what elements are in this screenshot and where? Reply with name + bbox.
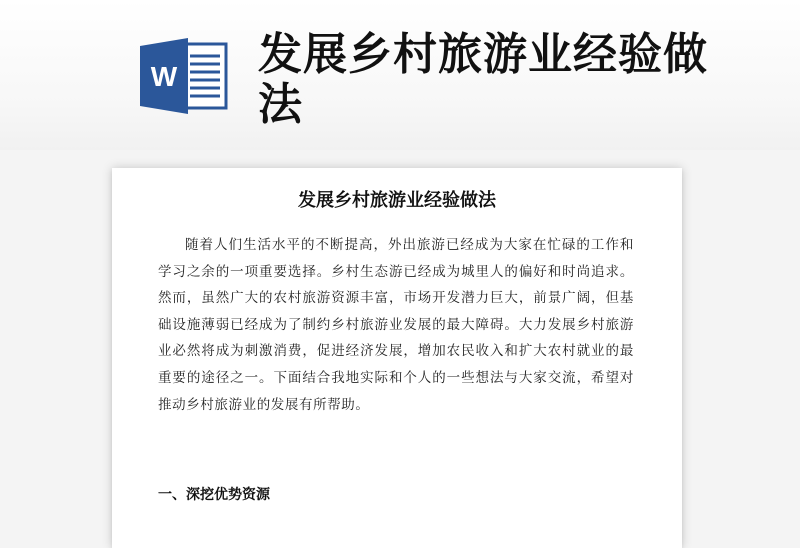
document-paragraph: 随着人们生活水平的不断提高，外出旅游已经成为大家在忙碌的工作和学习之余的一项重要选择。乡村生态游已经成为城里人的偏好和时尚追求。然而，虽然广大的农村旅游资源丰富，市场开发潜力巨大，前景广阔，但基础设施薄弱已经成为了制约乡村旅游业发展的最大障碍。大力发展乡村旅游业必然将成为刺激消费，促进经济发展，增加农民收入和扩大农村就业的最重要的途径之一。下面结合我地实际和个人的一些想法与大家交流，希望对推动乡村旅游业的发展有所帮助。 bbox=[158, 237, 634, 413]
page-title: 发展乡村旅游业经验做法 bbox=[258, 29, 708, 130]
word-icon bbox=[140, 38, 230, 114]
svg-text:W: W bbox=[150, 61, 178, 92]
document-title: 发展乡村旅游业经验做法 bbox=[298, 190, 496, 211]
section-heading: 一、深挖优势资源 bbox=[158, 487, 270, 503]
document-page bbox=[112, 168, 682, 548]
